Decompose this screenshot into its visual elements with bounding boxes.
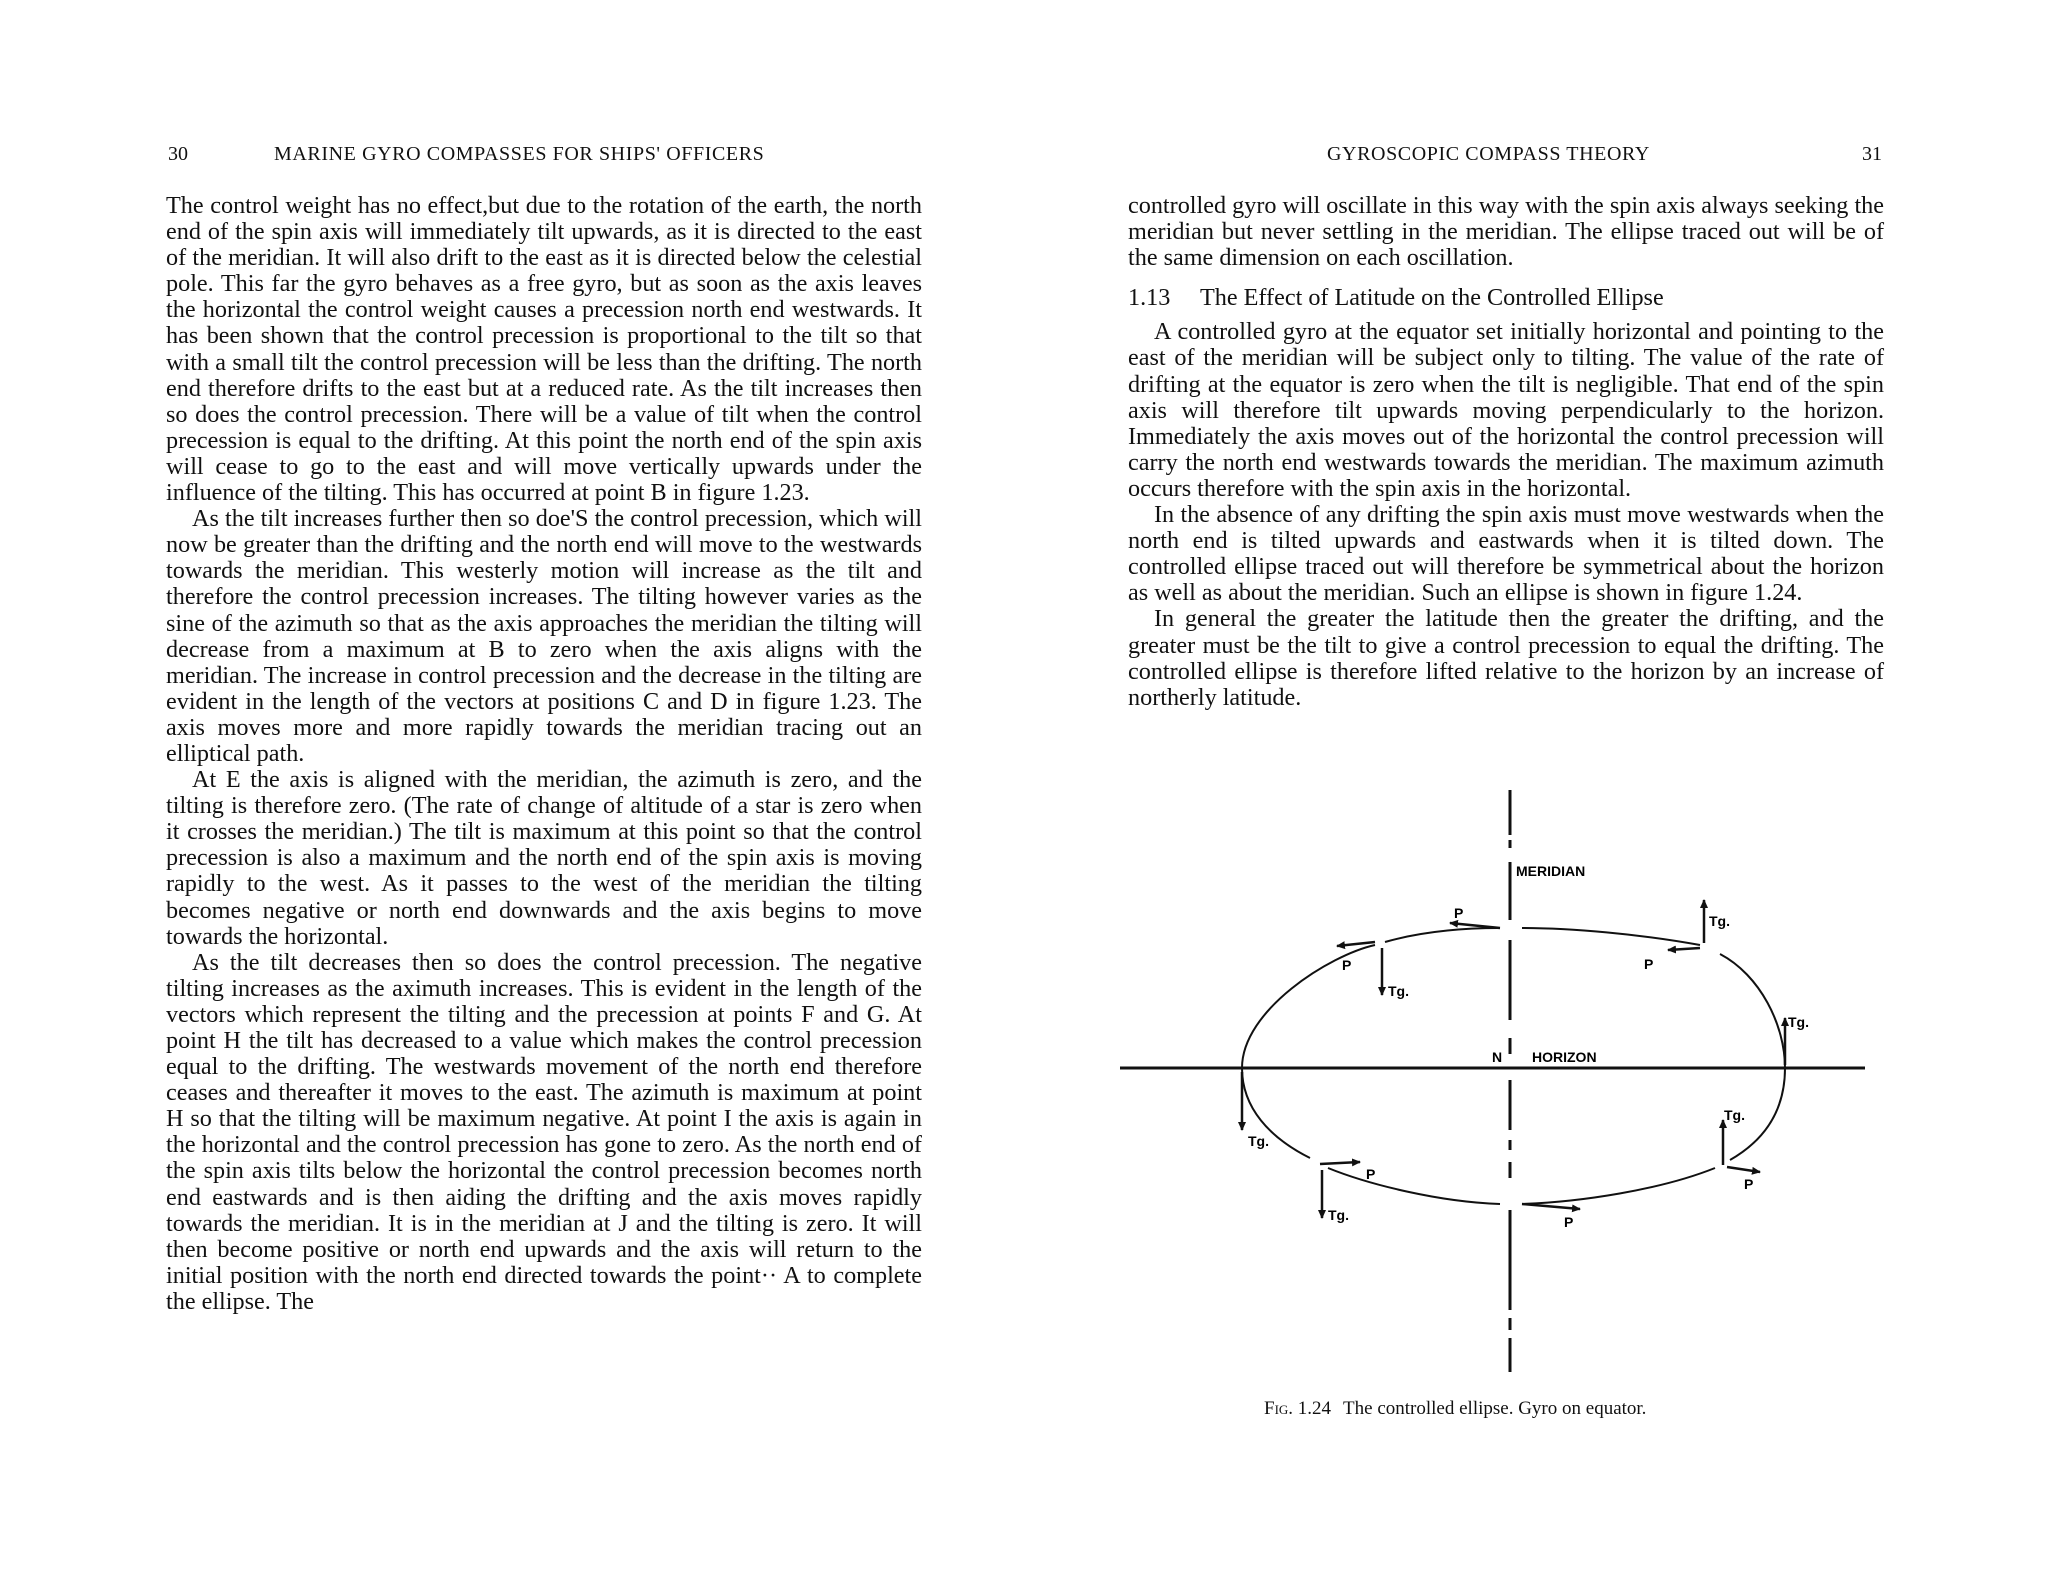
precession-label: P (1454, 905, 1464, 921)
controlled-ellipse-diagram (1120, 790, 1920, 1390)
paragraph: As the tilt increases further then so doe'S the control precession, which will now be greater than the drifting and the north end will move to the westwards towards the meridian. This westerly motion will increase as the tilt and therefore the control precession increases. The tilting however varies as the sine of the azimuth so that as the axis approaches the meridian the tilting will decrease from a maximum at B to zero when the axis aligns with the meridian. The increase in control precession and the decrease in the tilting are evident in the length of the vectors at positions C and D in figure 1.23. The axis moves more and more rapidly towards the meridian tracing out an elliptical path. (166, 505, 922, 767)
paragraph: In general the greater the latitude then the greater the drifting, and the greater must be the tilt to give a control precession to equal the drifting. The controlled ellipse is therefore lifted relative to the horizon by an increase of northerly latitude. (1128, 605, 1884, 711)
precession-arrow-bottom (1522, 1204, 1580, 1209)
tilting-label: Tg. (1248, 1133, 1269, 1149)
ellipse-upper-mid (1385, 928, 1500, 942)
page-number: 31 (1862, 143, 1882, 165)
right-page (1024, 0, 2048, 1571)
tilting-label: Tg. (1328, 1207, 1349, 1223)
precession-label: P (1342, 957, 1352, 973)
paragraph: In the absence of any drifting the spin axis must move westwards when the north end is tilted upwards and eastwards when it is tilted down. The controlled ellipse traced out will therefore be symmetrical about the horizon as well as about the meridian. Such an ellipse is shown in figure 1.24. (1128, 501, 1884, 607)
precession-arrow-top (1450, 923, 1500, 928)
ellipse-right-top (1720, 954, 1785, 1068)
vector-arrows (1242, 900, 1785, 1218)
tilting-label: Tg. (1709, 913, 1730, 929)
north-label: N (1492, 1049, 1503, 1065)
ellipse-upper-right (1522, 928, 1700, 945)
page-number: 30 (168, 143, 188, 165)
body-text (166, 193, 922, 1315)
section-heading (1128, 285, 1884, 311)
body-text (1128, 193, 1884, 711)
paragraph: At E the axis is aligned with the meridian, the azimuth is zero, and the tilting is therefore zero. (The rate of change of altitude of a star is zero when it crosses the meridian.) The tilt is maximum at this point so that the control precession is also a maximum and the north end of the spin axis is moving rapidly to the west. As it passes to the west of the meridian the tilting becomes negative or north end downwards and the axis begins to move towards the horizontal. (166, 766, 922, 950)
ellipse-upper-left (1242, 945, 1375, 1068)
tilting-label: Tg. (1724, 1107, 1745, 1123)
precession-arrow-lower-right (1727, 1167, 1760, 1172)
precession-arrow-upper-right (1668, 948, 1700, 950)
horizon-label: HORIZON (1532, 1049, 1597, 1065)
figure-number: Fig. 1.24 (1264, 1398, 1332, 1419)
paragraph-continued: controlled gyro will oscillate in this way with the spin axis always seeking the meridian but never settling in the meridian. The ellipse traced out will be of the same dimension on each oscillation. (1128, 192, 1884, 272)
meridian-label: MERIDIAN (1516, 863, 1586, 879)
figure-caption (1264, 1398, 1646, 1420)
running-head: MARINE GYRO COMPASSES FOR SHIPS' OFFICERS (274, 143, 765, 165)
precession-label: P (1744, 1176, 1754, 1192)
tilting-label: Tg. (1388, 983, 1409, 999)
paragraph: As the tilt decreases then so does the control precession. The negative tilting increases as the aximuth increases. This is evident in the length of the vectors which represent the tilting and the precession at points F and G. At point H the tilt has decreased to a value which makes the control precession equal to the drifting. The westwards movement of the north end therefore ceases and thereafter it moves to the east. The azimuth is maximum at point H so that the tilting will be maximum negative. At point I the axis is again in the horizontal and the control precession has gone to zero. As the north end of the spin axis tilts below the horizontal the control precession becomes north end eastwards and is then aiding the drifting and the axis moves rapidly towards the meridian. It is in the meridian at J and the tilting is zero. It will then become positive or north end upwards and the axis will return to the initial position with the north end directed towards the point·· A to complete the ellipse. The (166, 948, 922, 1315)
paragraph: The control weight has no effect,but due to the rotation of the earth, the north end of the spin axis will immediately tilt upwards, as it is directed to the east of the meridian. It will also drift to the east as it is directed below the celestial pole. This far the gyro behaves as a free gyro, but as soon as the axis leaves the horizontal the control weight causes a precession north end westwards. It has been shown that the control precession is proportional to the tilt so that with a small tilt the control precession will be less than the drifting. The north end therefore drifts to the east but at a reduced rate. As the tilt increases then so does the control precession. There will be a value of tilt when the control precession is equal to the drifting. At this point the north end of the spin axis will cease to go to the east and will move vertically upwards under the influence of the tilting. This has occurred at point B in figure 1.23. (166, 192, 922, 507)
ellipse-lower-right (1522, 1168, 1715, 1204)
running-head: GYROSCOPIC COMPASS THEORY (1327, 143, 1650, 165)
precession-label: P (1366, 1166, 1376, 1182)
section-title: The Effect of Latitude on the Controlled Ellipse (1200, 284, 1664, 312)
ellipse-lower-left (1328, 1168, 1500, 1204)
precession-label: P (1644, 956, 1654, 972)
section-number: 1.13 (1128, 284, 1171, 312)
precession-label: P (1564, 1214, 1574, 1230)
paragraph: A controlled gyro at the equator set initially horizontal and pointing to the east of the meridian will be subject only to tilting. The value of the rate of drifting at the equator is zero when the tilt is negligible. That end of the spin axis will therefore tilt upwards moving perpendicularly to the horizon. Immediately the axis moves out of the horizontal the control precession will carry the north end westwards towards the meridian. The maximum azimuth occurs therefore with the spin axis in the horizontal. (1128, 318, 1884, 502)
tilting-label: Tg. (1788, 1014, 1809, 1030)
precession-arrow-lower-left (1320, 1162, 1360, 1164)
figure-caption-text: The controlled ellipse. Gyro on equator. (1343, 1398, 1647, 1419)
